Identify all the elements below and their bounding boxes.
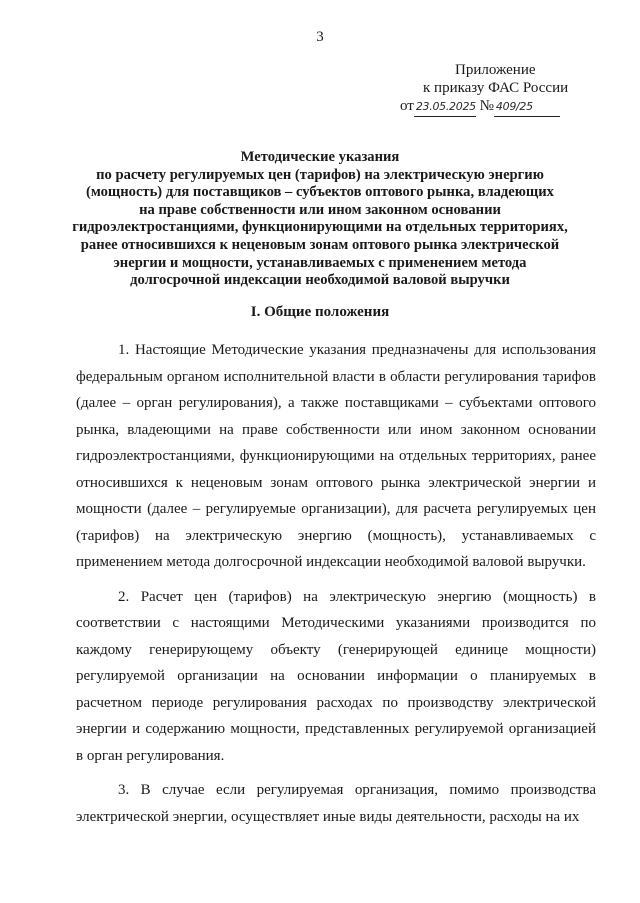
appendix-title: Приложение (455, 62, 536, 78)
title-line: по расчету регулируемых цен (тарифов) на электрическую энергию (96, 166, 544, 183)
appendix-number: 409/25 (494, 98, 560, 117)
title-line: Методические указания (240, 149, 400, 165)
paragraph: 1. Настоящие Методические указания предназначены для использования федеральным органом исполнительной власти в области регулирования тарифов (далее – орган регулирования), а также поставщиками – субъектами оптового рынка, владеющими на праве собственности или ином законном основании гидроэлектростанциями, функционирующими на отдельных территориях, ранее относившихся к неценовым зонам оптового рынка электрической энергии и мощности (далее – регулируемые организации), для расчета регулируемых цен (тарифов) на электрическую энергию (мощность), устанавливаемых с применением метода долгосрочной индексации необходимой валовой выручки. (76, 342, 596, 570)
title-line: энергии и мощности, устанавливаемых с применением метода (113, 254, 527, 271)
appendix-block (400, 61, 600, 117)
document-title (20, 149, 620, 290)
paragraph: 2. Расчет цен (тарифов) на электрическую энергию (мощность) в соответствии с настоящими Методическими указаниями производится по каждому генерирующему объекту (генерирующей единице мощности) регулируемой организации на основании информации о планируемых в расчетном периоде регулирования расходах по производству электрической энергии и содержанию мощности, представленных регулируемой организацией в орган регулирования. (76, 588, 596, 764)
title-line: гидроэлектростанциями, функционирующими на отдельных территориях, (72, 219, 568, 236)
title-line: на праве собственности или ином законном основании (139, 201, 501, 218)
appendix-order-reference: к приказу ФАС России (423, 80, 569, 96)
appendix-date: 23.05.2025 (414, 98, 476, 117)
body-text (76, 337, 596, 838)
paragraph: 3. В случае если регулируемая организация, помимо производства электрической энергии, осуществляет иные виды деятельности, расходы на их (76, 782, 596, 825)
appendix-from-prefix: от (400, 98, 414, 114)
title-line: долгосрочной индексации необходимой валовой выручки (130, 272, 510, 289)
appendix-date-number-line (400, 97, 600, 117)
page-number: 3 (316, 29, 324, 45)
section-heading: I. Общие положения (250, 304, 390, 320)
appendix-number-prefix: № (479, 98, 494, 114)
title-line: ранее относившихся к неценовым зонам оптового рынка электрической (80, 236, 560, 253)
title-line: (мощность) для поставщиков – субъектов оптового рынка, владеющих (86, 184, 554, 201)
